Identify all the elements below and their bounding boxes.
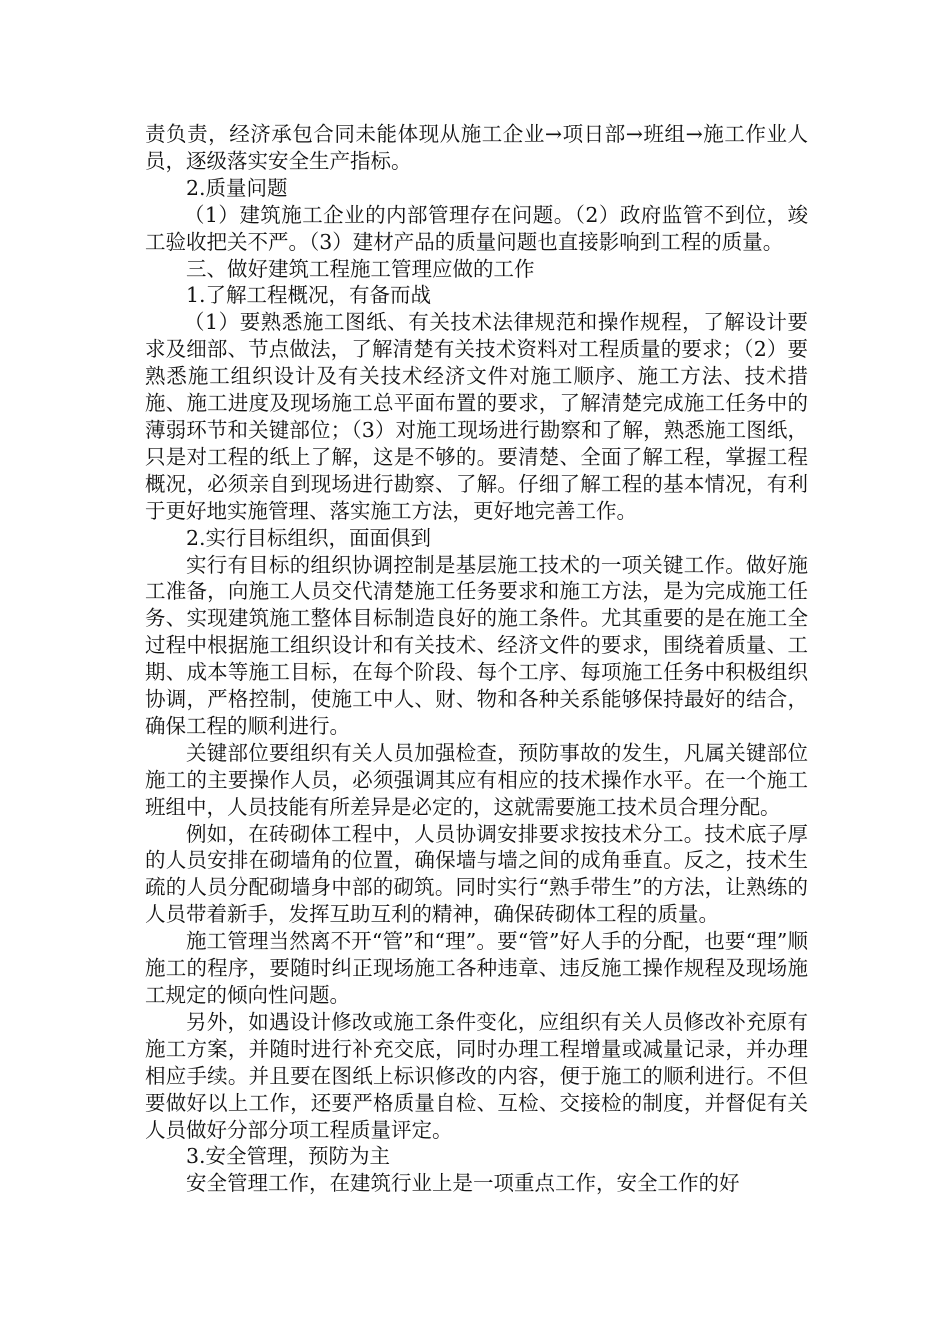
paragraph-safety-management: 安全管理工作，在建筑行业上是一项重点工作，安全工作的好 xyxy=(186,1171,740,1196)
subheading-understand-project: 1.了解工程概况，有备而战 xyxy=(186,283,432,308)
subheading-quality-issues: 2.质量问题 xyxy=(186,175,288,200)
paragraph-brickwork-example: 例如，在砖砌体工程中，人员协调安排要求按技术分工。技术底子厚的人员安排在砌墙角的位置，确保墙与墙之间的成角垂直。反之，技术生疏的人员分配砌墙身中部的砌筑。同时实行“熟手带生”的方法，让熟练的人员带着新手，发挥互助互利的精神，确保砖砌体工程的质量。 xyxy=(145,821,808,927)
paragraph-continuation: 责负责，经济承包合同未能体现从施工企业→项日部→班组→施工作业人员，逐级落实安全生产指标。 xyxy=(145,122,808,173)
paragraph-design-changes: 另外，如遇设计修改或施工条件变化，应组织有关人员修改补充原有施工方案，并随时进行补充交底，同时办理工程增量或减量记录，并办理相应手续。并且要在图纸上标识修改的内容，便于施工的顺利进行。不但要做好以上工作，还要严格质量自检、互检、交接检的制度，并督促有关人员做好分部分项工程质量评定。 xyxy=(145,1009,808,1142)
paragraph-key-positions: 关键部位要组织有关人员加强检查，预防事故的发生，凡属关键部位施工的主要操作人员，必须强调其应有相应的技术操作水平。在一个施工班组中，人员技能有所差异是必定的，这就需要施工技术员合理分配。 xyxy=(145,740,808,819)
paragraph-quality-issues: （1）建筑施工企业的内部管理存在问题。（2）政府监管不到位，竣工验收把关不严。（3）建材产品的质量问题也直接影响到工程的质量。 xyxy=(145,202,808,254)
paragraph-target-organization: 实行有目标的组织协调控制是基层施工技术的一项关键工作。做好施工准备，向施工人员交代清楚施工任务要求和施工方法，是为完成施工任务、实现建筑施工整体目标制造良好的施工条件。尤其重要的是在施工全过程中根据施工组织设计和有关技术、经济文件的要求，围绕着质量、工期、成本等施工目标，在每个阶段、每个工序、每项施工任务中积极组织协调，严格控制，使施工中人、财、物和各种关系能够保持最好的结合，确保工程的顺利进行。 xyxy=(145,552,808,738)
subheading-safety-management: 3.安全管理，预防为主 xyxy=(186,1144,391,1169)
paragraph-understand-project: （1）要熟悉施工图纸、有关技术法律规范和操作规程，了解设计要求及细部、节点做法，了解清楚有关技术资料对工程质量的要求；（2）要熟悉施工组织设计及有关技术经济文件对施工顺序、施工方法、技术措施、施工进度及现场施工总平面布置的要求，了解清楚完成施工任务中的薄弱环节和关键部位；（3）对施工现场进行勘察和了解，熟悉施工图纸，只是对工程的纸上了解，这是不够的。要清楚、全面了解工程，掌握工程概况，必须亲自到现场进行勘察、了解。仔细了解工程的基本情况，有利于更好地实施管理、落实施工方法，更好地完善工作。 xyxy=(145,310,808,523)
section-heading-3: 三、做好建筑工程施工管理应做的工作 xyxy=(186,256,535,281)
subheading-target-organization: 2.实行目标组织，面面俱到 xyxy=(186,525,432,550)
document-body xyxy=(145,121,808,1197)
paragraph-management: 施工管理当然离不开“管”和“理”。要“管”好人手的分配，也要“理”顺施工的程序，要随时纠正现场施工各种违章、违反施工操作规程及现场施工规定的倾向性问题。 xyxy=(145,929,808,1007)
